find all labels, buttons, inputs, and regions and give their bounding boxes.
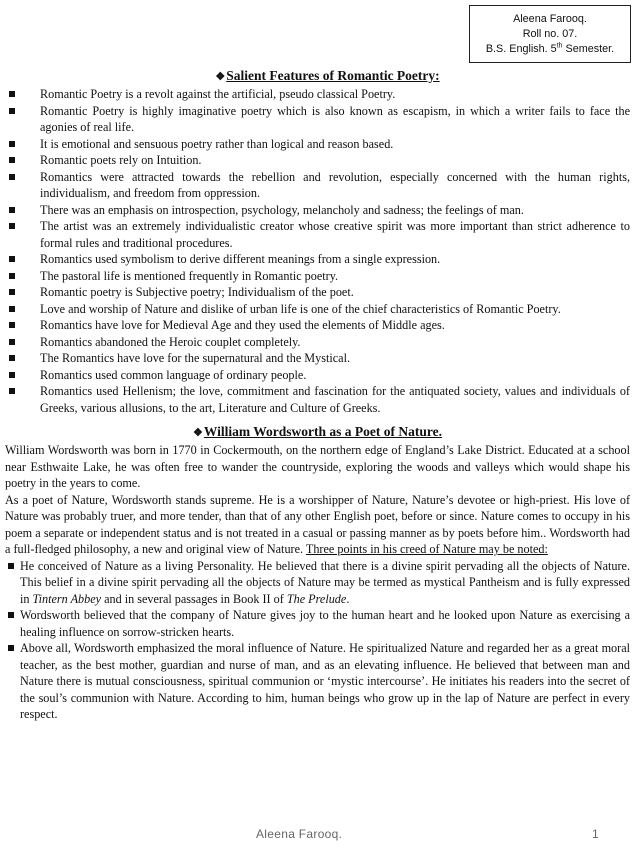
diamond-bullet-icon: ❖ xyxy=(215,71,226,83)
romantic-features-list xyxy=(5,86,630,416)
paragraph-poet-of-nature xyxy=(5,492,630,558)
list-item-living-personality xyxy=(5,558,630,608)
section-title: William Wordsworth as a Poet of Nature. xyxy=(203,424,442,439)
list-item: Romantics used common language of ordinary people. xyxy=(5,367,630,384)
document-body xyxy=(5,67,630,723)
point-text: He conceived of Nature as a living Personality. He believed that there is a divine spirit pervading all the objects of Nature. This belief in a divine spirit pervading all the objects of Nature may be termed as mystical Pantheism and is fully expressed in xyxy=(20,558,630,606)
program-semester xyxy=(470,42,630,57)
underlined-intro: Three points in his creed of Nature may be noted: xyxy=(305,542,548,556)
list-item: The artist was an extremely individualistic creator whose creative spirit was more important than strict adherence to formal rules and traditional procedures. xyxy=(5,218,630,251)
list-item: Romantic poetry is Subjective poetry; Individualism of the poet. xyxy=(5,284,630,301)
section-title: Salient Features of Romantic Poetry: xyxy=(226,68,440,83)
list-item-moral-influence: Above all, Wordsworth emphasized the moral influence of Nature. He spiritualized Nature and regarded her as a great moral teacher, as the best mother, guardian and nurse of man, and as an elevating influence. He believed that between man and Nature there is mutual consciousness, spiritual communion or ‘mystic intercourse’. He initiates his readers into the secret of the soul’s communion with Nature. According to him, human beings who grow up in the lap of Nature are perfect in every respect. xyxy=(5,640,630,723)
program-suffix: Semester. xyxy=(562,43,615,55)
paragraph-text: As a poet of Nature, Wordsworth stands supreme. He is a worshipper of Nature, Nature’s devotee or high-priest. His love of Nature was probably truer, and more tender, than that of any other English poet, before or since. Nature comes to occupy in his poem a separate or independent status and is not treated in a casual or passing manner as by poets before him.. Wordsworth had a full-fledged philosophy, a new and original view of Nature. xyxy=(5,492,630,556)
page-footer xyxy=(0,827,638,845)
work-title-the-prelude: The Prelude xyxy=(286,591,347,606)
list-item: Romantic Poetry is highly imaginative poetry which is also known as escapism, in which a writer fails to face the agonies of real life. xyxy=(5,103,630,136)
list-item: There was an emphasis on introspection, psychology, melancholy and sadness; the feelings of man. xyxy=(5,202,630,219)
program-prefix: B.S. English. 5 xyxy=(485,43,557,55)
list-item: The pastoral life is mentioned frequently in Romantic poetry. xyxy=(5,268,630,285)
list-item: Romantics used Hellenism; the love, commitment and fascination for the antiquated society, values and individuals of Greeks, various allusions, to the art, Literature and Culture of Greeks. xyxy=(5,383,630,416)
roll-number: Roll no. 07. xyxy=(522,28,578,40)
list-item-joy: Wordsworth believed that the company of Nature gives joy to the human heart and he looked upon Nature as exercising a healing influence on sorrow-stricken hearts. xyxy=(5,607,630,640)
section-heading-wordsworth xyxy=(5,423,630,442)
list-item: Romantic Poetry is a revolt against the artificial, pseudo classical Poetry. xyxy=(5,86,630,103)
list-item: The Romantics have love for the supernatural and the Mystical. xyxy=(5,350,630,367)
ordinal-suffix: th xyxy=(556,42,563,50)
point-text: and in several passages in Book II of xyxy=(101,591,287,606)
footer-author: Aleena Farooq. xyxy=(256,827,343,841)
list-item: Romantics were attracted towards the rebellion and revolution, especially concerned with the human rights, individualism, and freedom from oppression. xyxy=(5,169,630,202)
student-name: Aleena Farooq. xyxy=(513,13,587,25)
diamond-bullet-icon: ❖ xyxy=(193,427,203,439)
creed-points-list xyxy=(5,558,630,723)
list-item: It is emotional and sensuous poetry rather than logical and reason based. xyxy=(5,136,630,153)
section-heading-romantic-poetry xyxy=(25,67,630,86)
list-item: Romantics have love for Medieval Age and they used the elements of Middle ages. xyxy=(5,317,630,334)
paragraph-biography: William Wordsworth was born in 1770 in Cockermouth, on the northern edge of England’s Lake District. Educated at a school near Esthwaite Lake, he was often free to wander the countryside, exploring the woods and valleys which would shape his poetry in the years to come. xyxy=(5,443,630,490)
list-item: Romantic poets rely on Intuition. xyxy=(5,152,630,169)
list-item: Romantics abandoned the Heroic couplet completely. xyxy=(5,334,630,351)
list-item: Romantics used symbolism to derive different meanings from a single expression. xyxy=(5,251,630,268)
student-info-box xyxy=(469,5,631,63)
work-title-tintern-abbey: Tintern Abbey xyxy=(32,591,102,606)
list-item: Love and worship of Nature and dislike of urban life is one of the chief characteristics of Romantic Poetry. xyxy=(5,301,630,318)
page-number: 1 xyxy=(592,827,599,841)
point-text: . xyxy=(346,591,350,606)
